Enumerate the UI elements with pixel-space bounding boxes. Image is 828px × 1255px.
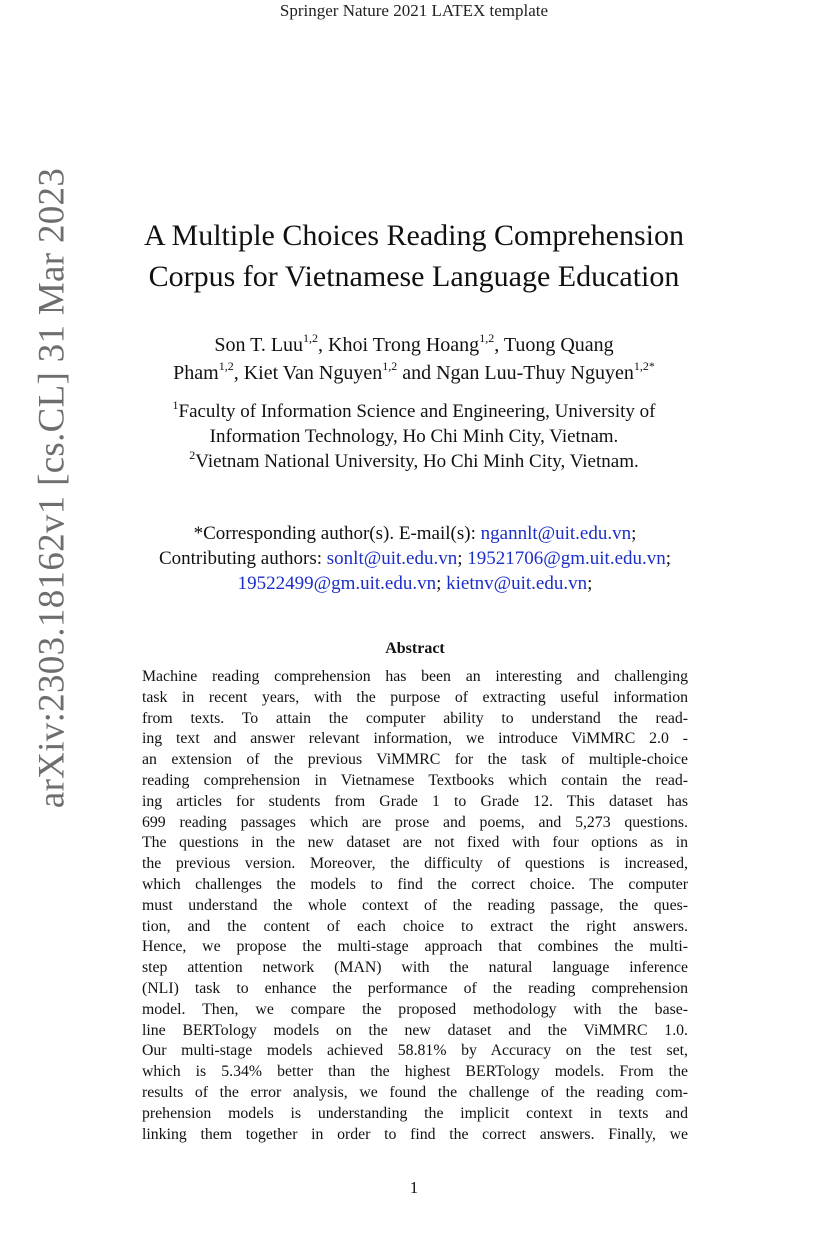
contributing-email-link[interactable]: 19522499@gm.uit.edu.vn <box>237 573 437 594</box>
contributing-label: Contributing authors: <box>158 548 327 569</box>
author-affiliation-mark: 1,2* <box>633 359 655 374</box>
title-line: Corpus for Vietnamese Language Education <box>148 260 680 293</box>
affiliation-mark: 2 <box>189 447 196 462</box>
affiliation-mark: 1 <box>172 397 179 412</box>
author-name: Son T. Luu <box>214 334 304 356</box>
affiliation-text: Faculty of Information Science and Engineering, University of <box>178 401 656 422</box>
email-separator: ; <box>457 548 463 569</box>
arxiv-identifier: arXiv:2303.18162v1 [cs.CL] 31 Mar 2023 <box>31 167 73 809</box>
author-affiliation-mark: 1,2 <box>382 359 398 374</box>
contributing-email-link[interactable]: sonlt@uit.edu.vn <box>326 548 458 569</box>
email-separator: ; <box>665 548 672 569</box>
contributing-email-link[interactable]: 19521706@gm.uit.edu.vn <box>467 548 666 569</box>
running-header: Springer Nature 2021 LATEX template <box>279 1 549 20</box>
abstract-line: (NLI) task to enhance the performance of the reading comprehension <box>142 979 688 997</box>
author-separator: , Tuong Quang <box>494 334 614 356</box>
corresponding-label: *Corresponding author(s). E-mail(s): <box>193 523 481 544</box>
abstract-line: line BERTology models on the new dataset and the ViMMRC 1.0. <box>142 1021 688 1039</box>
abstract-line: Machine reading comprehension has been an interesting and challenging <box>142 668 688 685</box>
abstract-line: which is 5.34% better than the highest BERTology models. From the <box>142 1063 688 1081</box>
abstract-line: which challenges the models to find the correct choice. The computer <box>142 875 688 893</box>
abstract-line: results of the error analysis, we found the challenge of the reading com- <box>142 1083 688 1101</box>
author-name: Kiet Van Nguyen <box>243 362 383 384</box>
abstract-line: from texts. To attain the computer ability to understand the read- <box>142 709 688 727</box>
contributing-line <box>95 571 735 596</box>
title-line: A Multiple Choices Reading Comprehension <box>144 219 684 252</box>
abstract-line: must understand the whole context of the reading passage, the ques- <box>142 896 688 914</box>
abstract-line: ing text and answer relevant information, we introduce ViMMRC 2.0 - <box>142 730 688 748</box>
abstract-line: 699 reading passages which are prose and poems, and 5,273 questions. <box>142 813 688 831</box>
author-name: Pham <box>173 362 219 384</box>
corresponding-email-link[interactable]: ngannlt@uit.edu.vn <box>480 523 632 544</box>
email-separator: ; <box>631 523 637 544</box>
affiliation-line: Information Technology, Ho Chi Minh City, Vietnam. <box>209 426 619 447</box>
abstract-line: The questions in the new dataset are not fixed with four options as in <box>142 834 688 852</box>
affiliation-line <box>95 399 733 424</box>
affiliation-line <box>95 449 733 474</box>
contact-info <box>95 521 735 596</box>
abstract-line: model. Then, we compare the proposed methodology with the base- <box>142 1000 688 1018</box>
abstract-line: linking them together in order to find the correct answers. Finally, we <box>142 1125 688 1143</box>
abstract-line: task in recent years, with the purpose of extracting useful information <box>142 688 688 706</box>
abstract-line: an extension of the previous ViMMRC for the task of multiple-choice <box>142 751 688 769</box>
author-separator: , <box>318 334 329 356</box>
email-separator: ; <box>587 573 593 594</box>
author-line <box>95 359 733 387</box>
author-name: Ngan Luu-Thuy Nguyen <box>436 362 634 384</box>
author-list <box>95 331 733 387</box>
contributing-email-link[interactable]: kietnv@uit.edu.vn <box>446 573 588 594</box>
abstract-heading: Abstract <box>385 640 445 657</box>
corresponding-line <box>95 521 735 546</box>
abstract-line: Our multi-stage models achieved 58.81% by Accuracy on the test set, <box>142 1042 688 1060</box>
abstract-line: tion, and the content of each choice to extract the right answers. <box>142 917 688 935</box>
contributing-line <box>95 546 735 571</box>
abstract-line: Hence, we propose the multi-stage approach that combines the multi- <box>142 938 688 956</box>
abstract-line: reading comprehension in Vietnamese Textbooks which contain the read- <box>142 771 688 789</box>
paper-title <box>100 215 728 297</box>
affiliations <box>95 399 733 474</box>
author-separator: and <box>397 362 437 384</box>
abstract-line: step attention network (MAN) with the natural language inference <box>142 959 688 977</box>
author-line <box>95 331 733 359</box>
author-affiliation-mark: 1,2 <box>479 331 495 346</box>
author-affiliation-mark: 1,2 <box>218 359 234 374</box>
author-name: Khoi Trong Hoang <box>328 334 480 356</box>
page-number: 1 <box>409 1178 419 1197</box>
abstract-line: prehension models is understanding the implicit context in texts and <box>142 1104 688 1122</box>
email-separator: ; <box>436 573 442 594</box>
abstract-line: the previous version. Moreover, the difficulty of questions is increased, <box>142 855 688 873</box>
author-separator: , <box>233 362 244 384</box>
abstract-line: ing articles for students from Grade 1 to Grade 12. This dataset has <box>142 792 688 810</box>
abstract-body <box>142 667 688 1145</box>
author-affiliation-mark: 1,2 <box>303 331 319 346</box>
affiliation-text: Vietnam National University, Ho Chi Minh City, Vietnam. <box>195 451 639 472</box>
